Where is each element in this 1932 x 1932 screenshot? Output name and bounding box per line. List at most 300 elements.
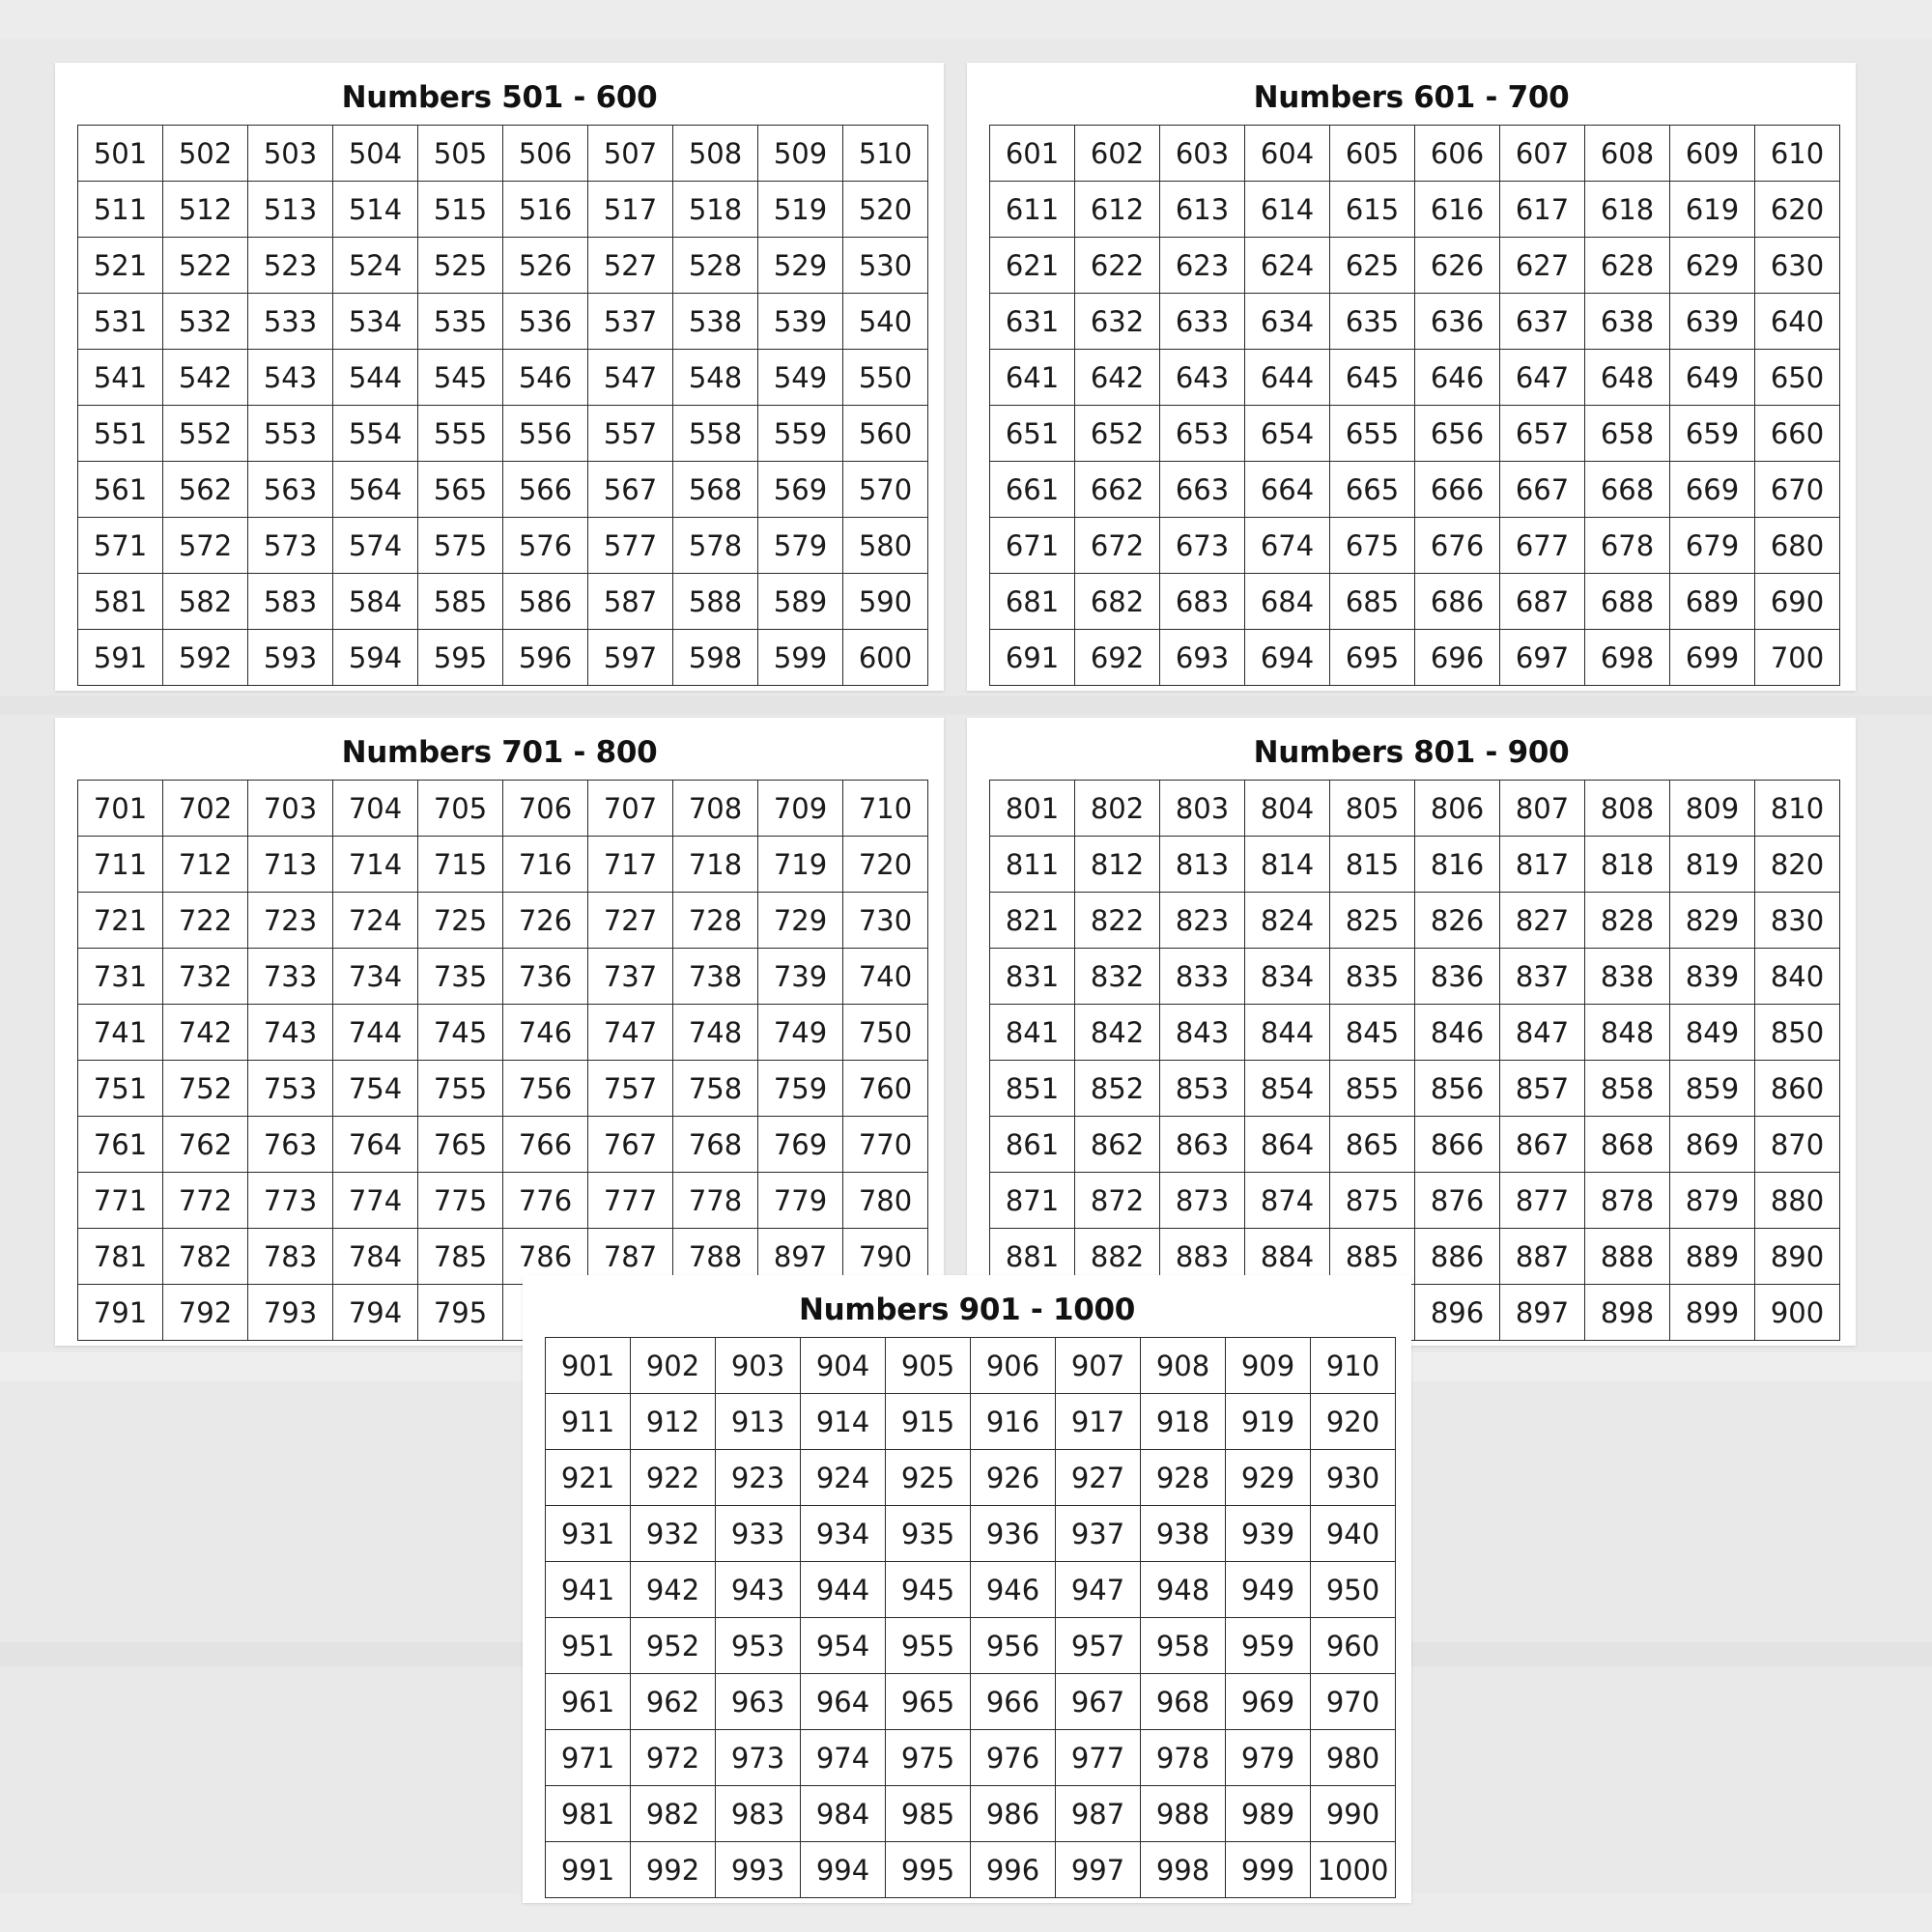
number-cell: 995	[886, 1842, 971, 1898]
number-cell: 633	[1160, 294, 1245, 350]
number-cell: 614	[1245, 182, 1330, 238]
number-cell: 585	[418, 574, 503, 630]
number-cell: 901	[546, 1338, 631, 1394]
number-cell: 964	[801, 1674, 886, 1730]
number-cell: 814	[1245, 837, 1330, 893]
number-cell: 786	[503, 1229, 588, 1285]
number-cell: 723	[248, 893, 333, 949]
number-cell: 967	[1056, 1674, 1141, 1730]
number-cell: 683	[1160, 574, 1245, 630]
number-cell: 525	[418, 238, 503, 294]
number-cell: 627	[1500, 238, 1585, 294]
table-row	[546, 1786, 1396, 1842]
number-cell: 943	[716, 1562, 801, 1618]
number-grid	[545, 1337, 1396, 1898]
number-cell: 998	[1141, 1842, 1226, 1898]
number-cell: 911	[546, 1394, 631, 1450]
number-cell: 879	[1670, 1173, 1755, 1229]
number-cell: 523	[248, 238, 333, 294]
number-cell: 667	[1500, 462, 1585, 518]
number-cell: 534	[333, 294, 418, 350]
number-cell: 735	[418, 949, 503, 1005]
number-cell: 503	[248, 126, 333, 182]
number-cell: 956	[971, 1618, 1056, 1674]
table-row	[78, 1005, 928, 1061]
number-cell: 728	[673, 893, 758, 949]
number-cell: 709	[758, 781, 843, 837]
number-cell: 741	[78, 1005, 163, 1061]
number-cell: 802	[1075, 781, 1160, 837]
number-cell: 788	[673, 1229, 758, 1285]
number-cell: 518	[673, 182, 758, 238]
number-cell: 737	[588, 949, 673, 1005]
number-cell: 711	[78, 837, 163, 893]
number-chart-501-600	[55, 63, 944, 691]
number-cell: 679	[1670, 518, 1755, 574]
number-cell: 908	[1141, 1338, 1226, 1394]
number-cell: 877	[1500, 1173, 1585, 1229]
number-cell: 861	[990, 1117, 1075, 1173]
number-grid	[77, 780, 928, 1341]
number-cell: 804	[1245, 781, 1330, 837]
number-cell: 663	[1160, 462, 1245, 518]
number-cell: 542	[163, 350, 248, 406]
number-cell: 714	[333, 837, 418, 893]
number-cell: 592	[163, 630, 248, 686]
number-cell: 809	[1670, 781, 1755, 837]
number-cell: 601	[990, 126, 1075, 182]
number-cell: 898	[1585, 1285, 1670, 1341]
number-cell: 744	[333, 1005, 418, 1061]
number-cell: 564	[333, 462, 418, 518]
number-cell: 754	[333, 1061, 418, 1117]
number-cell: 613	[1160, 182, 1245, 238]
number-cell: 584	[333, 574, 418, 630]
number-cell: 559	[758, 406, 843, 462]
table-row	[78, 1173, 928, 1229]
number-cell: 968	[1141, 1674, 1226, 1730]
number-cell: 707	[588, 781, 673, 837]
table-row	[990, 406, 1840, 462]
number-cell: 540	[843, 294, 928, 350]
number-cell: 708	[673, 781, 758, 837]
number-cell: 713	[248, 837, 333, 893]
number-cell: 819	[1670, 837, 1755, 893]
number-cell: 547	[588, 350, 673, 406]
number-cell: 949	[1226, 1562, 1311, 1618]
number-cell: 836	[1415, 949, 1500, 1005]
number-cell: 972	[631, 1730, 716, 1786]
number-cell: 843	[1160, 1005, 1245, 1061]
table-row	[990, 574, 1840, 630]
number-cell: 948	[1141, 1562, 1226, 1618]
table-row	[990, 182, 1840, 238]
number-cell: 596	[503, 630, 588, 686]
number-cell: 936	[971, 1506, 1056, 1562]
number-cell: 661	[990, 462, 1075, 518]
number-cell: 678	[1585, 518, 1670, 574]
number-cell: 563	[248, 462, 333, 518]
number-cell: 907	[1056, 1338, 1141, 1394]
number-cell: 641	[990, 350, 1075, 406]
number-cell: 756	[503, 1061, 588, 1117]
number-cell: 665	[1330, 462, 1415, 518]
number-cell: 950	[1311, 1562, 1396, 1618]
number-cell: 650	[1755, 350, 1840, 406]
number-cell: 801	[990, 781, 1075, 837]
number-cell: 576	[503, 518, 588, 574]
number-cell: 984	[801, 1786, 886, 1842]
table-row	[78, 518, 928, 574]
number-cell: 882	[1075, 1229, 1160, 1285]
number-cell: 915	[886, 1394, 971, 1450]
number-cell: 528	[673, 238, 758, 294]
number-cell: 753	[248, 1061, 333, 1117]
number-cell: 777	[588, 1173, 673, 1229]
number-cell: 748	[673, 1005, 758, 1061]
number-cell: 959	[1226, 1618, 1311, 1674]
number-cell: 953	[716, 1618, 801, 1674]
number-cell: 702	[163, 781, 248, 837]
number-cell: 539	[758, 294, 843, 350]
number-cell: 636	[1415, 294, 1500, 350]
number-cell: 776	[503, 1173, 588, 1229]
number-cell: 649	[1670, 350, 1755, 406]
number-cell: 853	[1160, 1061, 1245, 1117]
number-cell: 548	[673, 350, 758, 406]
number-cell: 732	[163, 949, 248, 1005]
number-cell: 643	[1160, 350, 1245, 406]
number-cell: 954	[801, 1618, 886, 1674]
number-cell: 700	[1755, 630, 1840, 686]
number-cell: 994	[801, 1842, 886, 1898]
table-row	[78, 406, 928, 462]
number-cell: 794	[333, 1285, 418, 1341]
number-cell: 868	[1585, 1117, 1670, 1173]
number-cell: 602	[1075, 126, 1160, 182]
number-cell: 775	[418, 1173, 503, 1229]
number-cell: 896	[1415, 1285, 1500, 1341]
number-cell: 684	[1245, 574, 1330, 630]
number-cell: 965	[886, 1674, 971, 1730]
table-row	[78, 893, 928, 949]
number-cell: 545	[418, 350, 503, 406]
number-cell: 783	[248, 1229, 333, 1285]
number-cell: 821	[990, 893, 1075, 949]
number-cell: 572	[163, 518, 248, 574]
number-cell: 921	[546, 1450, 631, 1506]
number-cell: 689	[1670, 574, 1755, 630]
number-cell: 897	[758, 1229, 843, 1285]
number-cell: 646	[1415, 350, 1500, 406]
number-cell: 558	[673, 406, 758, 462]
number-cell: 813	[1160, 837, 1245, 893]
number-cell: 541	[78, 350, 163, 406]
number-cell: 830	[1755, 893, 1840, 949]
number-cell: 975	[886, 1730, 971, 1786]
number-cell: 569	[758, 462, 843, 518]
number-cell: 955	[886, 1618, 971, 1674]
number-cell: 597	[588, 630, 673, 686]
number-cell: 938	[1141, 1506, 1226, 1562]
number-cell: 773	[248, 1173, 333, 1229]
number-cell: 730	[843, 893, 928, 949]
number-cell: 696	[1415, 630, 1500, 686]
number-cell: 543	[248, 350, 333, 406]
number-cell: 880	[1755, 1173, 1840, 1229]
table-row	[78, 1117, 928, 1173]
number-cell: 991	[546, 1842, 631, 1898]
number-cell: 985	[886, 1786, 971, 1842]
number-cell: 651	[990, 406, 1075, 462]
number-cell: 589	[758, 574, 843, 630]
number-cell: 790	[843, 1229, 928, 1285]
number-cell: 876	[1415, 1173, 1500, 1229]
number-cell: 508	[673, 126, 758, 182]
number-cell: 849	[1670, 1005, 1755, 1061]
number-cell: 635	[1330, 294, 1415, 350]
number-cell: 782	[163, 1229, 248, 1285]
number-cell: 818	[1585, 837, 1670, 893]
number-cell: 827	[1500, 893, 1585, 949]
number-cell: 628	[1585, 238, 1670, 294]
number-cell: 672	[1075, 518, 1160, 574]
number-cell: 560	[843, 406, 928, 462]
number-cell: 993	[716, 1842, 801, 1898]
number-cell: 961	[546, 1674, 631, 1730]
number-cell: 928	[1141, 1450, 1226, 1506]
number-cell: 846	[1415, 1005, 1500, 1061]
number-cell: 682	[1075, 574, 1160, 630]
number-cell: 644	[1245, 350, 1330, 406]
number-cell: 640	[1755, 294, 1840, 350]
number-cell: 524	[333, 238, 418, 294]
number-cell: 887	[1500, 1229, 1585, 1285]
number-cell: 733	[248, 949, 333, 1005]
number-cell: 779	[758, 1173, 843, 1229]
number-cell: 586	[503, 574, 588, 630]
table-row	[990, 949, 1840, 1005]
number-cell: 933	[716, 1506, 801, 1562]
number-cell: 909	[1226, 1338, 1311, 1394]
number-cell: 695	[1330, 630, 1415, 686]
number-cell: 765	[418, 1117, 503, 1173]
number-cell: 648	[1585, 350, 1670, 406]
number-cell: 631	[990, 294, 1075, 350]
table-row	[78, 781, 928, 837]
number-cell: 986	[971, 1786, 1056, 1842]
number-cell: 823	[1160, 893, 1245, 949]
background-grain	[0, 696, 1932, 715]
number-cell: 990	[1311, 1786, 1396, 1842]
number-cell: 716	[503, 837, 588, 893]
number-cell: 824	[1245, 893, 1330, 949]
table-row	[990, 294, 1840, 350]
number-cell: 587	[588, 574, 673, 630]
number-cell: 726	[503, 893, 588, 949]
number-cell: 960	[1311, 1618, 1396, 1674]
number-cell: 622	[1075, 238, 1160, 294]
number-cell: 681	[990, 574, 1075, 630]
number-cell: 626	[1415, 238, 1500, 294]
table-row	[78, 350, 928, 406]
number-cell: 595	[418, 630, 503, 686]
number-cell: 903	[716, 1338, 801, 1394]
number-cell: 981	[546, 1786, 631, 1842]
number-cell: 951	[546, 1618, 631, 1674]
number-cell: 588	[673, 574, 758, 630]
number-cell: 571	[78, 518, 163, 574]
number-cell: 881	[990, 1229, 1075, 1285]
number-cell: 930	[1311, 1450, 1396, 1506]
number-cell: 533	[248, 294, 333, 350]
number-cell: 913	[716, 1394, 801, 1450]
table-row	[78, 126, 928, 182]
number-cell: 937	[1056, 1506, 1141, 1562]
number-cell: 512	[163, 182, 248, 238]
number-cell: 832	[1075, 949, 1160, 1005]
table-row	[990, 781, 1840, 837]
number-cell: 890	[1755, 1229, 1840, 1285]
table-row	[990, 1061, 1840, 1117]
number-cell: 609	[1670, 126, 1755, 182]
number-cell: 974	[801, 1730, 886, 1786]
number-cell: 520	[843, 182, 928, 238]
table-row	[546, 1394, 1396, 1450]
number-cell: 807	[1500, 781, 1585, 837]
number-cell: 785	[418, 1229, 503, 1285]
number-cell: 829	[1670, 893, 1755, 949]
number-cell: 717	[588, 837, 673, 893]
number-cell: 574	[333, 518, 418, 574]
number-cell: 515	[418, 182, 503, 238]
number-cell: 594	[333, 630, 418, 686]
number-cell: 674	[1245, 518, 1330, 574]
number-cell: 816	[1415, 837, 1500, 893]
number-cell: 565	[418, 462, 503, 518]
chart-title: Numbers 801 - 900	[1253, 735, 1570, 770]
number-cell: 899	[1670, 1285, 1755, 1341]
number-cell: 906	[971, 1338, 1056, 1394]
number-cell: 761	[78, 1117, 163, 1173]
number-cell: 521	[78, 238, 163, 294]
table-row	[546, 1506, 1396, 1562]
number-cell: 772	[163, 1173, 248, 1229]
number-cell: 842	[1075, 1005, 1160, 1061]
number-cell: 699	[1670, 630, 1755, 686]
number-cell: 693	[1160, 630, 1245, 686]
number-cell: 655	[1330, 406, 1415, 462]
number-cell: 863	[1160, 1117, 1245, 1173]
table-row	[78, 1061, 928, 1117]
number-cell: 939	[1226, 1506, 1311, 1562]
number-cell: 583	[248, 574, 333, 630]
number-cell: 922	[631, 1450, 716, 1506]
number-cell: 889	[1670, 1229, 1755, 1285]
table-row	[546, 1618, 1396, 1674]
number-cell: 857	[1500, 1061, 1585, 1117]
number-chart-701-800	[55, 718, 944, 1346]
number-cell: 736	[503, 949, 588, 1005]
number-cell: 606	[1415, 126, 1500, 182]
number-cell: 840	[1755, 949, 1840, 1005]
number-cell: 910	[1311, 1338, 1396, 1394]
number-cell: 546	[503, 350, 588, 406]
number-cell: 516	[503, 182, 588, 238]
number-cell: 551	[78, 406, 163, 462]
number-cell: 710	[843, 781, 928, 837]
number-cell: 600	[843, 630, 928, 686]
number-cell: 757	[588, 1061, 673, 1117]
number-cell: 506	[503, 126, 588, 182]
number-cell: 872	[1075, 1173, 1160, 1229]
table-row	[78, 238, 928, 294]
number-cell: 969	[1226, 1674, 1311, 1730]
number-cell: 740	[843, 949, 928, 1005]
number-cell: 605	[1330, 126, 1415, 182]
number-cell: 625	[1330, 238, 1415, 294]
number-cell: 764	[333, 1117, 418, 1173]
number-cell: 758	[673, 1061, 758, 1117]
number-cell: 811	[990, 837, 1075, 893]
number-cell: 623	[1160, 238, 1245, 294]
number-cell: 870	[1755, 1117, 1840, 1173]
number-cell: 945	[886, 1562, 971, 1618]
number-cell: 514	[333, 182, 418, 238]
number-cell: 694	[1245, 630, 1330, 686]
number-cell: 557	[588, 406, 673, 462]
number-cell: 720	[843, 837, 928, 893]
number-cell: 685	[1330, 574, 1415, 630]
table-row	[990, 837, 1840, 893]
number-cell: 615	[1330, 182, 1415, 238]
number-cell: 510	[843, 126, 928, 182]
number-cell: 611	[990, 182, 1075, 238]
table-row	[546, 1842, 1396, 1898]
number-cell: 550	[843, 350, 928, 406]
number-cell: 567	[588, 462, 673, 518]
number-cell: 914	[801, 1394, 886, 1450]
number-cell: 722	[163, 893, 248, 949]
number-cell: 940	[1311, 1506, 1396, 1562]
number-cell: 701	[78, 781, 163, 837]
number-cell: 970	[1311, 1674, 1396, 1730]
number-cell: 691	[990, 630, 1075, 686]
table-row	[990, 350, 1840, 406]
number-cell: 517	[588, 182, 673, 238]
number-cell: 858	[1585, 1061, 1670, 1117]
number-cell: 724	[333, 893, 418, 949]
number-cell: 902	[631, 1338, 716, 1394]
number-cell: 529	[758, 238, 843, 294]
number-cell: 941	[546, 1562, 631, 1618]
number-cell: 828	[1585, 893, 1670, 949]
number-cell: 760	[843, 1061, 928, 1117]
number-cell: 977	[1056, 1730, 1141, 1786]
number-cell: 957	[1056, 1618, 1141, 1674]
number-cell: 860	[1755, 1061, 1840, 1117]
number-cell: 837	[1500, 949, 1585, 1005]
number-cell: 616	[1415, 182, 1500, 238]
number-cell: 522	[163, 238, 248, 294]
number-cell: 918	[1141, 1394, 1226, 1450]
number-cell: 1000	[1311, 1842, 1396, 1898]
number-cell: 703	[248, 781, 333, 837]
chart-title: Numbers 701 - 800	[341, 735, 658, 770]
number-cell: 630	[1755, 238, 1840, 294]
table-row	[78, 574, 928, 630]
number-cell: 751	[78, 1061, 163, 1117]
